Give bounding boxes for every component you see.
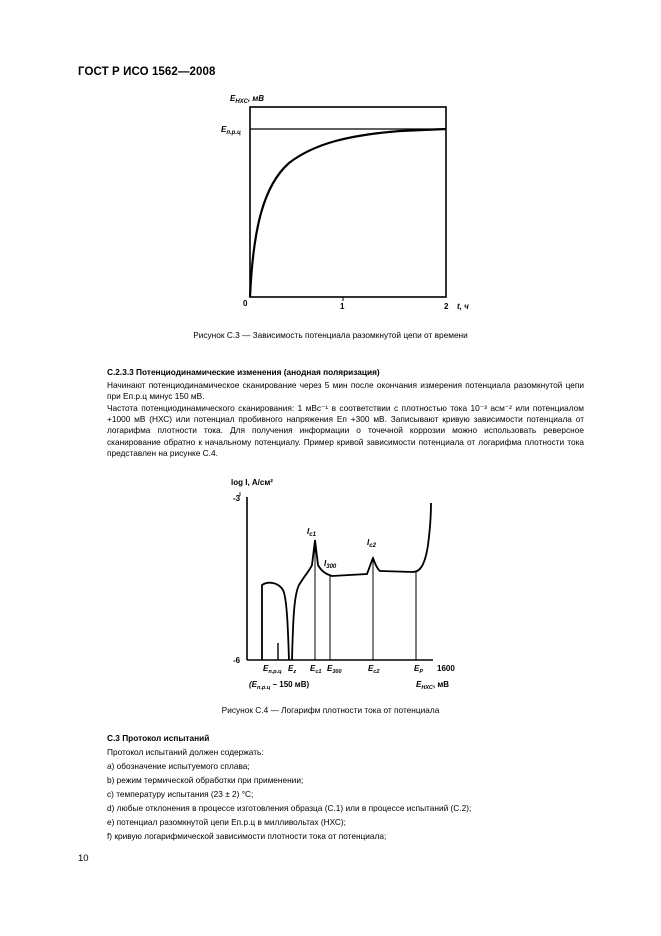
list-item: e) потенциал разомкнутой цепи Eп.р.ц в милливольтах (НХС);: [107, 817, 346, 827]
list-item: c) температуру испытания (23 ± 2) °С;: [107, 789, 254, 799]
c4-note: ($E_{п.р.ц} - 150$ мВ): [249, 680, 310, 691]
c4-curve-initial: [262, 583, 289, 660]
c4-label-i300: $I_{300}$: [324, 559, 337, 570]
c4-y-bottom-tick: -6: [233, 656, 241, 665]
list-item: b) режим термической обработки при применении;: [107, 775, 304, 785]
section-c233-paragraph-2: Частота потенциодинамического сканирования: 1 мВс⁻¹ в соответствии с плотностью тока 10⁻³ асм⁻² или потенциалом +1000 мВ (НХС) или потенциал пробивного напряжения Eп +300 мВ. Записывают кривую зависимости потенциала от логарифма плотности тока. Для получения информации о точечной коррозии можно использовать реверсное сканирование обратно к начальному потенциалу. Пример кривой зависимости потенциала от логарифма плотности тока представлен на рисунке С.4.: [107, 403, 584, 458]
c3-level-label: $E_{п.р.ц}$: [221, 125, 241, 136]
c3-xtick-2: 2: [444, 302, 449, 311]
c3-y-axis-label: $E_{НХС}$, мВ: [230, 94, 265, 105]
c4-label-ic1: $I_{c1}$: [307, 527, 316, 538]
c4-xlabel-ez: $E_z$: [288, 664, 297, 675]
c4-x-axis-label: $E_{НХС}$, мВ: [416, 680, 450, 691]
c4-xlabel-ep: $E_P$: [414, 664, 424, 675]
c4-x-end-value: 1600: [437, 664, 455, 673]
section-c3-heading: С.3 Протокол испытаний: [107, 733, 210, 743]
list-item: f) кривую логарифмической зависимости плотности тока от потенциала;: [107, 831, 387, 841]
section-c233-paragraph-1: Начинают потенциодинамическое сканирование через 5 мин после окончания измерения потенциала разомкнутой цепи при Eп.р.ц минус 150 мВ.: [107, 380, 584, 402]
c4-label-ic2: $I_{c2}$: [367, 538, 376, 549]
c4-xlabel-enprc: $E_{п.р.ц}$: [263, 664, 282, 675]
list-item: a) обозначение испытуемого сплава;: [107, 761, 250, 771]
page-number: 10: [78, 853, 89, 864]
section-c3-intro: Протокол испытаний должен содержать:: [107, 747, 264, 757]
figure-c3-caption: Рисунок С.3 — Зависимость потенциала разомкнутой цепи от времени: [193, 330, 468, 340]
c3-origin-label: 0: [243, 299, 248, 308]
document-header: ГОСТ Р ИСО 1562—2008: [78, 66, 216, 78]
c4-curve-main: [292, 503, 431, 660]
c4-xlabel-e300: $E_{300}$: [327, 664, 342, 675]
figure-c4-caption: Рисунок С.4 — Логарифм плотности тока от потенциала: [221, 705, 440, 715]
c4-y-axis-label: log I, А/см²: [231, 478, 273, 487]
section-c233-heading: С.2.3.3 Потенциодинамические изменения (анодная поляризация): [107, 367, 380, 377]
c4-xlabel-ec2: $E_{c2}$: [368, 664, 380, 675]
c3-x-axis-label: t, ч: [457, 302, 469, 311]
list-item: d) любые отклонения в процессе изготовления образца (С.1) или в процессе испытаний (С.2);: [107, 803, 472, 813]
c4-y-top-tick: -3: [233, 494, 241, 503]
c4-xlabel-ec1: $E_{c1}$: [310, 664, 322, 675]
c3-xtick-1: 1: [340, 302, 345, 311]
